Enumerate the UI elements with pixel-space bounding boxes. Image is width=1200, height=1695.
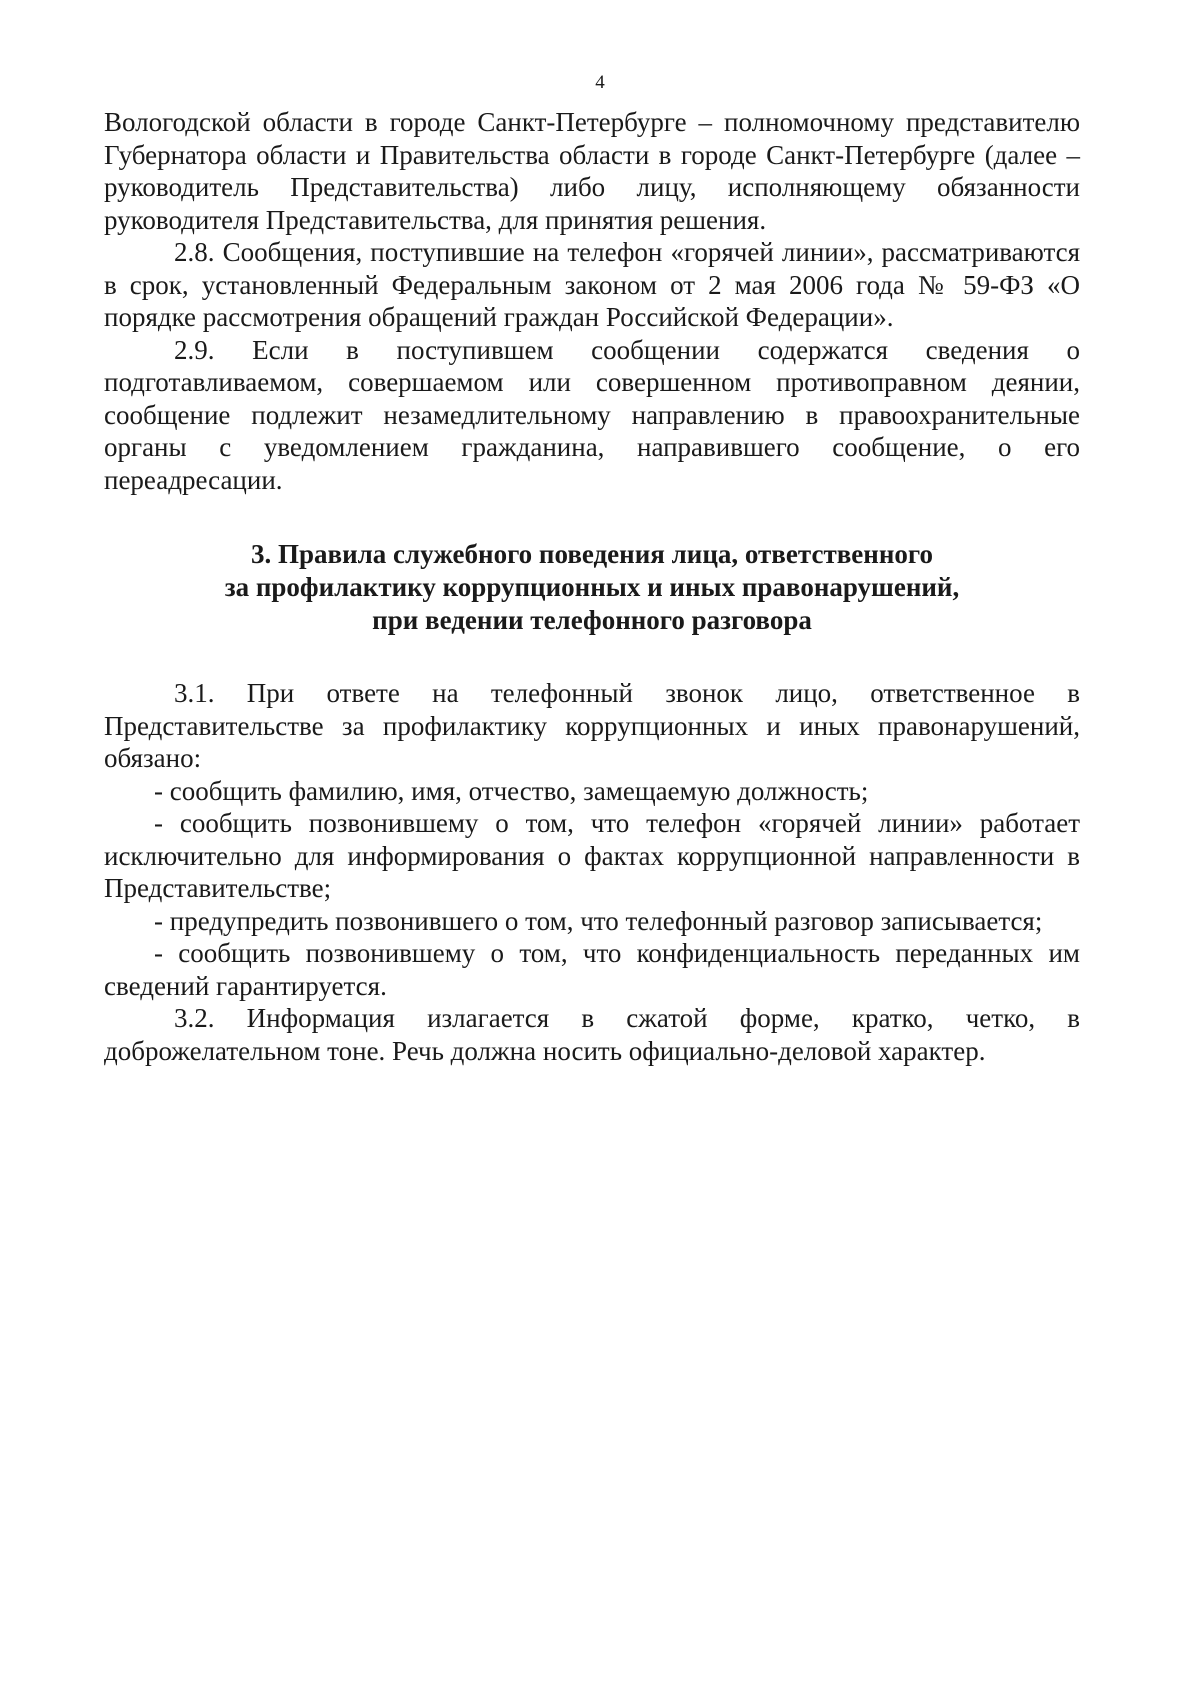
section-heading-line: при ведении телефонного разговора xyxy=(372,605,812,635)
list-item: - сообщить позвонившему о том, что конфиденциальность переданных им сведений гарантируется. xyxy=(104,938,1080,1001)
page-number: 4 xyxy=(595,72,605,93)
section-heading xyxy=(104,538,1080,637)
list-item: - сообщить фамилию, имя, отчество, замещаемую должность; xyxy=(154,775,869,806)
document-body xyxy=(104,106,1080,1067)
list-item: - сообщить позвонившему о том, что телефон «горячей линии» работает исключительно для информирования о фактах коррупционной направленности в Представительстве; xyxy=(104,808,1080,903)
paragraph-2-9: 2.9. Если в поступившем сообщении содержатся сведения о подготавливаемом, совершаемом или совершенном противоправном деянии, сообщение подлежит незамедлительному направлению в правоохранительные органы с уведомлением гражданина, направившего сообщение, о его переадресации. xyxy=(104,334,1080,495)
section-heading-line: 3. Правила служебного поведения лица, ответственного xyxy=(251,539,933,569)
section-heading-line: за профилактику коррупционных и иных правонарушений, xyxy=(224,572,960,602)
paragraph-2-8: 2.8. Сообщения, поступившие на телефон «горячей линии», рассматриваются в срок, установленный Федеральным законом от 2 мая 2006 года № 59-ФЗ «О порядке рассмотрения обращений граждан Российской Федерации». xyxy=(104,237,1080,332)
paragraph-3-1: 3.1. При ответе на телефонный звонок лицо, ответственное в Представительстве за профилактику коррупционных и иных правонарушений, обязано: xyxy=(104,678,1080,773)
paragraph-continuation: Вологодской области в городе Санкт-Петербурге – полномочному представителю Губернатора области и Правительства области в городе Санкт-Петербурге (далее – руководитель Представительства) либо лицу, исполняющему обязанности руководителя Представительства, для принятия решения. xyxy=(104,107,1080,235)
list-item: - предупредить позвонившего о том, что телефонный разговор записывается; xyxy=(154,905,1043,936)
paragraph-3-2: 3.2. Информация излагается в сжатой форме, кратко, четко, в доброжелательном тоне. Речь должна носить официально-деловой характер. xyxy=(104,1003,1080,1066)
